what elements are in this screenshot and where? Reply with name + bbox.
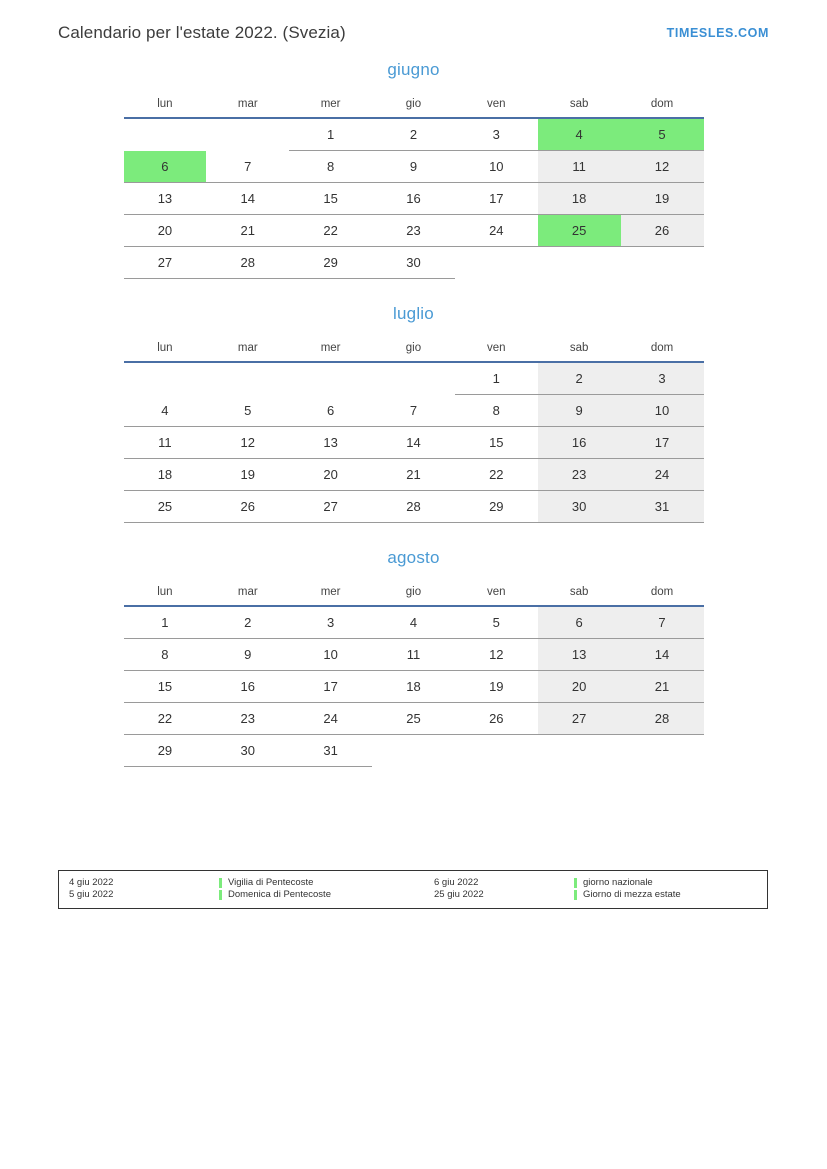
day-cell[interactable]: 26 bbox=[621, 215, 704, 247]
day-cell[interactable]: 30 bbox=[538, 491, 621, 523]
day-cell[interactable]: 11 bbox=[538, 151, 621, 183]
weekday-header: mar bbox=[206, 94, 289, 118]
day-cell-empty bbox=[455, 247, 538, 279]
legend-color-swatch bbox=[574, 878, 577, 888]
day-cell[interactable]: 29 bbox=[455, 491, 538, 523]
day-cell[interactable]: 16 bbox=[372, 183, 455, 215]
weekday-header: ven bbox=[455, 582, 538, 606]
day-cell[interactable]: 10 bbox=[289, 639, 372, 671]
day-cell-empty bbox=[621, 735, 704, 767]
legend-box bbox=[58, 870, 768, 909]
day-cell[interactable]: 18 bbox=[538, 183, 621, 215]
day-cell[interactable]: 12 bbox=[206, 427, 289, 459]
day-cell[interactable]: 19 bbox=[621, 183, 704, 215]
weekday-header: gio bbox=[372, 338, 455, 362]
weekday-header: lun bbox=[124, 338, 207, 362]
months-container bbox=[0, 60, 827, 792]
day-cell[interactable]: 3 bbox=[289, 606, 372, 639]
day-cell[interactable]: 23 bbox=[206, 703, 289, 735]
day-cell[interactable]: 5 bbox=[206, 395, 289, 427]
day-cell[interactable]: 25 bbox=[124, 491, 207, 523]
day-cell-empty bbox=[621, 247, 704, 279]
day-cell[interactable]: 10 bbox=[455, 151, 538, 183]
day-cell-empty bbox=[538, 735, 621, 767]
weekday-header-row bbox=[124, 582, 704, 606]
day-cell[interactable]: 4 bbox=[372, 606, 455, 639]
day-cell[interactable]: 21 bbox=[206, 215, 289, 247]
legend-item bbox=[574, 889, 757, 901]
day-cell-holiday[interactable]: 25 bbox=[538, 215, 621, 247]
day-cell[interactable]: 25 bbox=[372, 703, 455, 735]
day-cell[interactable]: 27 bbox=[538, 703, 621, 735]
day-cell[interactable]: 23 bbox=[538, 459, 621, 491]
day-cell[interactable]: 30 bbox=[372, 247, 455, 279]
day-cell[interactable]: 2 bbox=[538, 362, 621, 395]
day-cell[interactable]: 13 bbox=[124, 183, 207, 215]
day-cell[interactable]: 13 bbox=[538, 639, 621, 671]
day-cell[interactable]: 16 bbox=[538, 427, 621, 459]
month-title: agosto bbox=[387, 548, 440, 567]
day-cell-holiday[interactable]: 4 bbox=[538, 118, 621, 151]
day-cell[interactable]: 30 bbox=[206, 735, 289, 767]
day-cell[interactable]: 19 bbox=[206, 459, 289, 491]
week-row bbox=[124, 671, 704, 703]
weekday-header: gio bbox=[372, 94, 455, 118]
day-cell[interactable]: 2 bbox=[372, 118, 455, 151]
month-block bbox=[124, 60, 704, 279]
day-cell[interactable]: 24 bbox=[621, 459, 704, 491]
day-cell[interactable]: 29 bbox=[124, 735, 207, 767]
day-cell[interactable]: 15 bbox=[289, 183, 372, 215]
weekday-header-row bbox=[124, 338, 704, 362]
day-cell[interactable]: 17 bbox=[289, 671, 372, 703]
week-row bbox=[124, 459, 704, 491]
week-row bbox=[124, 247, 704, 279]
month-block bbox=[124, 304, 704, 523]
legend-label: 5 giu 2022 bbox=[69, 889, 114, 900]
day-cell[interactable]: 20 bbox=[124, 215, 207, 247]
day-cell[interactable]: 14 bbox=[621, 639, 704, 671]
legend-item bbox=[574, 877, 757, 889]
day-cell[interactable]: 26 bbox=[455, 703, 538, 735]
day-cell[interactable]: 10 bbox=[621, 395, 704, 427]
weekday-header: sab bbox=[538, 338, 621, 362]
day-cell-empty bbox=[455, 735, 538, 767]
legend-item bbox=[219, 889, 434, 901]
weekday-header-row bbox=[124, 94, 704, 118]
day-cell[interactable]: 7 bbox=[621, 606, 704, 639]
weekday-header: mer bbox=[289, 94, 372, 118]
day-cell[interactable]: 12 bbox=[455, 639, 538, 671]
legend-label: Domenica di Pentecoste bbox=[228, 889, 331, 900]
day-cell[interactable]: 1 bbox=[455, 362, 538, 395]
week-row bbox=[124, 183, 704, 215]
day-cell[interactable]: 9 bbox=[372, 151, 455, 183]
day-cell[interactable]: 21 bbox=[621, 671, 704, 703]
weekday-header: dom bbox=[621, 582, 704, 606]
day-cell[interactable]: 6 bbox=[538, 606, 621, 639]
weekday-header: lun bbox=[124, 94, 207, 118]
week-row bbox=[124, 606, 704, 639]
day-cell[interactable]: 20 bbox=[289, 459, 372, 491]
legend-color-swatch bbox=[574, 890, 577, 900]
weekday-header: dom bbox=[621, 94, 704, 118]
legend-names-column-1 bbox=[219, 877, 434, 901]
day-cell[interactable]: 15 bbox=[124, 671, 207, 703]
day-cell[interactable]: 29 bbox=[289, 247, 372, 279]
day-cell[interactable]: 1 bbox=[289, 118, 372, 151]
day-cell[interactable]: 20 bbox=[538, 671, 621, 703]
week-row bbox=[124, 735, 704, 767]
day-cell[interactable]: 28 bbox=[206, 247, 289, 279]
day-cell-empty bbox=[124, 362, 207, 395]
calendar-table bbox=[124, 582, 704, 767]
page-title: Calendario per l'estate 2022. (Svezia) bbox=[58, 23, 346, 42]
month-block bbox=[124, 548, 704, 767]
day-cell[interactable]: 8 bbox=[455, 395, 538, 427]
day-cell[interactable]: 28 bbox=[621, 703, 704, 735]
day-cell[interactable]: 2 bbox=[206, 606, 289, 639]
month-title: giugno bbox=[387, 60, 440, 79]
day-cell-holiday[interactable]: 5 bbox=[621, 118, 704, 151]
day-cell[interactable]: 17 bbox=[455, 183, 538, 215]
day-cell[interactable]: 7 bbox=[372, 395, 455, 427]
day-cell[interactable]: 22 bbox=[124, 703, 207, 735]
day-cell[interactable]: 24 bbox=[289, 703, 372, 735]
day-cell[interactable]: 27 bbox=[124, 247, 207, 279]
weekday-header: sab bbox=[538, 582, 621, 606]
day-cell[interactable]: 27 bbox=[289, 491, 372, 523]
day-cell-empty bbox=[206, 362, 289, 395]
day-cell[interactable]: 1 bbox=[124, 606, 207, 639]
week-row bbox=[124, 639, 704, 671]
day-cell[interactable]: 6 bbox=[289, 395, 372, 427]
day-cell[interactable]: 7 bbox=[206, 151, 289, 183]
weekday-header: mer bbox=[289, 338, 372, 362]
legend-item bbox=[219, 877, 434, 889]
weekday-header: dom bbox=[621, 338, 704, 362]
legend-label: 25 giu 2022 bbox=[434, 889, 484, 900]
week-row bbox=[124, 118, 704, 151]
weekday-header: gio bbox=[372, 582, 455, 606]
legend-label: Giorno di mezza estate bbox=[583, 889, 681, 900]
week-row bbox=[124, 151, 704, 183]
legend-names-column-2 bbox=[574, 877, 757, 901]
day-cell[interactable]: 17 bbox=[621, 427, 704, 459]
calendar-table bbox=[124, 94, 704, 279]
day-cell[interactable]: 19 bbox=[455, 671, 538, 703]
day-cell[interactable]: 18 bbox=[124, 459, 207, 491]
legend-dates-column-2 bbox=[434, 877, 574, 901]
day-cell[interactable]: 22 bbox=[289, 215, 372, 247]
day-cell[interactable]: 31 bbox=[289, 735, 372, 767]
calendar-table bbox=[124, 338, 704, 523]
legend-color-swatch bbox=[219, 890, 222, 900]
day-cell-empty bbox=[289, 362, 372, 395]
day-cell[interactable]: 24 bbox=[455, 215, 538, 247]
week-row bbox=[124, 427, 704, 459]
legend-label: 6 giu 2022 bbox=[434, 877, 479, 888]
legend-label: giorno nazionale bbox=[583, 877, 653, 888]
day-cell[interactable]: 26 bbox=[206, 491, 289, 523]
day-cell-holiday[interactable]: 6 bbox=[124, 151, 207, 183]
week-row bbox=[124, 703, 704, 735]
week-row bbox=[124, 362, 704, 395]
day-cell[interactable]: 15 bbox=[455, 427, 538, 459]
weekday-header: mar bbox=[206, 582, 289, 606]
day-cell[interactable]: 9 bbox=[206, 639, 289, 671]
legend-item bbox=[69, 877, 219, 889]
day-cell-empty bbox=[124, 118, 207, 151]
legend-color-swatch bbox=[219, 878, 222, 888]
day-cell[interactable]: 9 bbox=[538, 395, 621, 427]
week-row bbox=[124, 395, 704, 427]
day-cell-empty bbox=[538, 247, 621, 279]
brand-logo: TIMESLES.COM bbox=[666, 26, 769, 40]
legend-item bbox=[434, 877, 574, 889]
weekday-header: sab bbox=[538, 94, 621, 118]
page-header bbox=[58, 18, 769, 48]
day-cell-empty bbox=[206, 118, 289, 151]
day-cell[interactable]: 14 bbox=[372, 427, 455, 459]
day-cell[interactable]: 21 bbox=[372, 459, 455, 491]
day-cell[interactable]: 22 bbox=[455, 459, 538, 491]
legend-item bbox=[69, 889, 219, 901]
day-cell[interactable]: 12 bbox=[621, 151, 704, 183]
day-cell[interactable]: 13 bbox=[289, 427, 372, 459]
weekday-header: ven bbox=[455, 338, 538, 362]
day-cell[interactable]: 8 bbox=[289, 151, 372, 183]
day-cell[interactable]: 3 bbox=[455, 118, 538, 151]
day-cell[interactable]: 11 bbox=[372, 639, 455, 671]
weekday-header: lun bbox=[124, 582, 207, 606]
weekday-header: mar bbox=[206, 338, 289, 362]
day-cell[interactable]: 4 bbox=[124, 395, 207, 427]
day-cell-empty bbox=[372, 735, 455, 767]
month-title: luglio bbox=[393, 304, 434, 323]
day-cell[interactable]: 5 bbox=[455, 606, 538, 639]
day-cell[interactable]: 11 bbox=[124, 427, 207, 459]
day-cell[interactable]: 18 bbox=[372, 671, 455, 703]
day-cell[interactable]: 16 bbox=[206, 671, 289, 703]
day-cell[interactable]: 14 bbox=[206, 183, 289, 215]
week-row bbox=[124, 491, 704, 523]
week-row bbox=[124, 215, 704, 247]
weekday-header: mer bbox=[289, 582, 372, 606]
day-cell[interactable]: 3 bbox=[621, 362, 704, 395]
legend-item bbox=[434, 889, 574, 901]
legend-dates-column-1 bbox=[69, 877, 219, 901]
weekday-header: ven bbox=[455, 94, 538, 118]
day-cell-empty bbox=[372, 362, 455, 395]
day-cell[interactable]: 28 bbox=[372, 491, 455, 523]
day-cell[interactable]: 31 bbox=[621, 491, 704, 523]
legend-label: Vigilia di Pentecoste bbox=[228, 877, 314, 888]
day-cell[interactable]: 8 bbox=[124, 639, 207, 671]
day-cell[interactable]: 23 bbox=[372, 215, 455, 247]
legend-label: 4 giu 2022 bbox=[69, 877, 114, 888]
